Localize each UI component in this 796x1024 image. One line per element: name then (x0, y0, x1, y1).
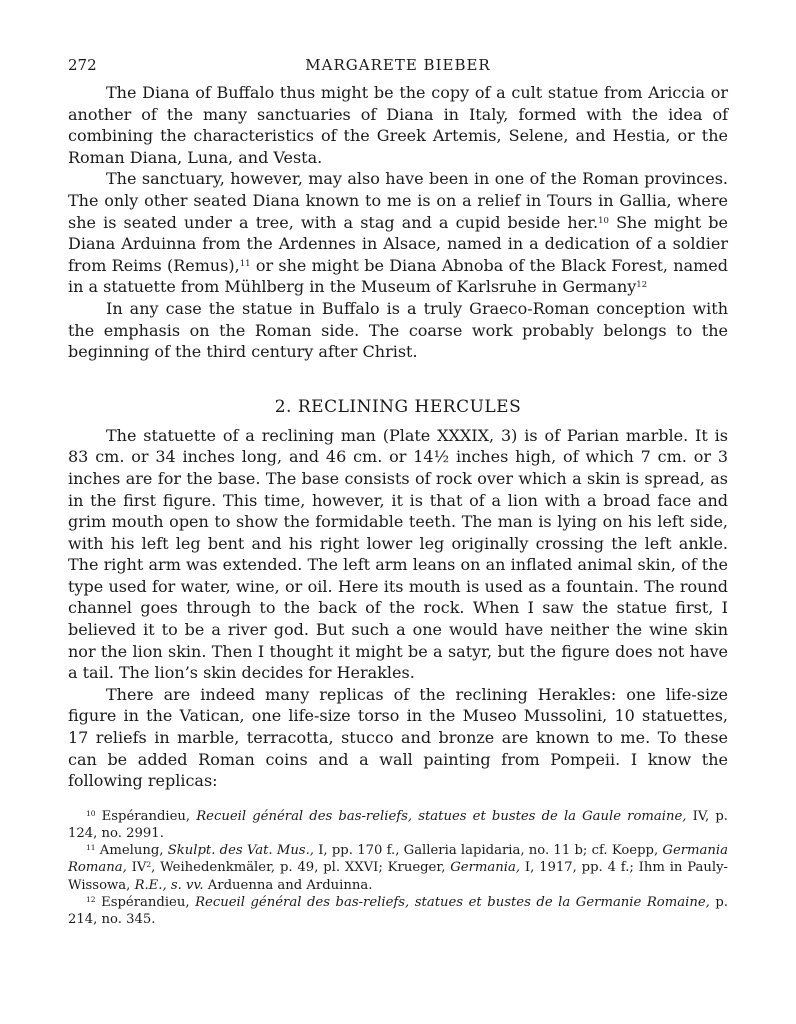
footnote-text: I, 1917, pp. 4 f.; Ihm in Pauly-Wissowa, (68, 860, 728, 893)
footnote-text: I, pp. 170 f., Galleria lapidaria, no. 11 b; cf. Koepp, (313, 843, 663, 859)
page (68, 56, 728, 928)
page-number: 272 (68, 56, 97, 74)
running-head (68, 56, 728, 82)
footnote-ref-11[interactable]: 11 (239, 258, 251, 269)
footnote-title: Recueil général des bas-reliefs, statues et bustes de la Germanie Romaine, (195, 894, 710, 910)
paragraph-graeco-roman-conception: In any case the statue in Buffalo is a truly Graeco-Roman conception with the emphasis on the Roman side. The coarse work probably belongs to the beginning of the third century after Christ. (68, 298, 728, 362)
footnote-ref-10[interactable]: 10 (598, 215, 609, 226)
footnote-text: Amelung, (95, 843, 168, 859)
footnote-text: , Weihedenkmäler, p. 49, pl. XXVI; Krueger, (151, 860, 451, 876)
footnote-number: 10 (86, 808, 96, 818)
footnote-ref-12[interactable]: 12 (636, 280, 648, 291)
footnote-title: Recueil général des bas-reliefs, statues et bustes de la Gaule romaine, (196, 808, 687, 824)
footnote-number: 11 (86, 843, 96, 853)
paragraph-reclining-man-description: The statuette of a reclining man (Plate XXXIX, 3) is of Parian marble. It is 83 cm. or 34 inches long, and 46 cm. or 14½ inches high, of which 7 cm. or 3 inches are for the base. The base consists of rock over which a skin is spread, as in the first figure. This time, however, it is that of a lion with a broad face and grim mouth open to show the formidable teeth. The man is lying on his left side, with his left leg bent and his right lower leg originally crossing the left ankle. The right arm was extended. The left arm leans on an inflated animal skin, of the type used for water, wine, or oil. Here its mouth is used as a fountain. The round channel goes through to the back of the rock. When I saw the statue first, I believed it to be a river god. But such a one would have neither the wine skin nor the lion skin. Then I thought it might be a satyr, but the figure does not have a tail. The lion’s skin decides for Herakles. (68, 425, 728, 683)
footnote-text: p. 214, no. 345. (68, 894, 728, 928)
footnote-number: 12 (86, 894, 96, 904)
paragraph-diana-cult-statue: The Diana of Buffalo thus might be the copy of a cult statue from Ariccia or another of the many sanctuaries of Diana in Italy, formed with the idea of combining the characteristics of the Greek Artemis, Selene, and Hestia, or the Roman Diana, Luna, and Vesta. (68, 83, 728, 167)
footnote-title: Germania, (450, 860, 521, 876)
footnotes (68, 808, 728, 928)
edition-superscript: 2 (146, 860, 152, 870)
paragraph-text: or she might be Diana Abnoba of the Black Forest, named in a statuette from Mühlberg in the Museum of Karlsruhe in Germany (68, 255, 728, 297)
running-title: MARGARETE BIEBER (305, 56, 491, 74)
paragraph-roman-provinces (68, 168, 728, 298)
footnote-text: Espérandieu, (95, 808, 197, 824)
footnote-11 (68, 842, 728, 894)
section-heading: 2. RECLINING HERCULES (274, 396, 522, 417)
footnote-text: Arduenna and Arduinna. (203, 877, 373, 893)
footnote-12 (68, 894, 728, 928)
footnote-text: IV (126, 860, 147, 876)
footnote-title: Germania Romana, (68, 843, 728, 876)
paragraph-replicas: There are indeed many replicas of the reclining Herakles: one life-size figure in the Vatican, one life-size torso in the Museo Mussolini, 10 statuettes, 17 reliefs in marble, terracotta, stucco and bronze are known to me. To these can be added Roman coins and a wall painting from Pompeii. I know the following replicas: (68, 684, 728, 791)
footnote-title: R.E., s. vv. (134, 877, 204, 893)
paragraph-text: She might be Diana Arduinna from the Ardennes in Alsace, named in a dedication of a soldier from Reims (Remus), (68, 212, 728, 275)
footnote-text: IV, p. 124, no. 2991. (68, 808, 728, 842)
paragraph-text: The sanctuary, however, may also have been in one of the Roman provinces. The only other seated Diana known to me is on a relief in Tours in Gallia, where she is seated under a tree, with a stag and a cupid beside her. (68, 169, 728, 232)
footnote-text: Espérandieu, (95, 894, 196, 910)
footnote-title: Skulpt. des Vat. Mus., (167, 843, 314, 859)
footnote-10 (68, 808, 728, 842)
